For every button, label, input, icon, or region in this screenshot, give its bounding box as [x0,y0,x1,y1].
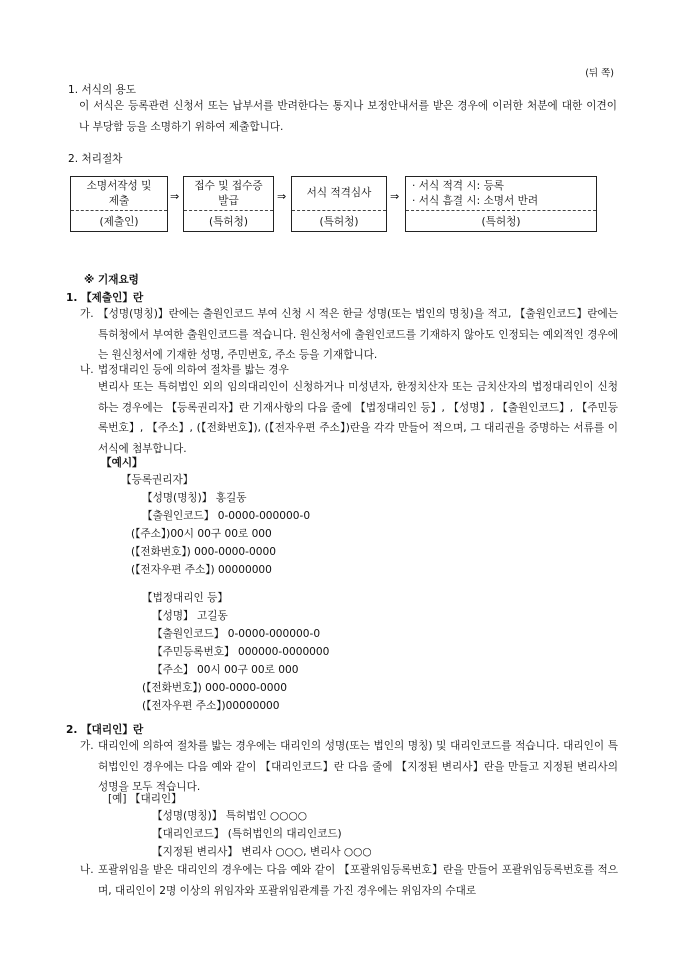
ex3-line: 【대리인코드】 (특허법인의 대리인코드) [152,828,342,840]
flow-step-4-line2: · 서식 흠결 시: 소명서 반려 [412,194,539,207]
section-1-title: 1. 서식의 용도 [68,84,137,96]
example-label: 【예시】 [101,457,143,469]
ex1-line: (【주소】)00시 00구 00로 000 [131,528,272,540]
flow-step-4-actor: (특허청) [481,216,521,228]
flow-step-4-line1: · 서식 적격 시: 등록 [412,179,505,192]
flow-step-4 [405,176,597,232]
flow-step-1-actor: (제출인) [99,216,139,228]
ex1-line: 【성명(명칭)】 홍길동 [142,492,247,504]
example-label: [예] 【대리인】 [108,793,182,805]
guide-1b-head: 법정대리인 등에 의하여 절차를 밟는 경우 [98,364,289,376]
flow-divider [184,210,273,211]
guide-1a-text: 【성명(명칭)】란에는 출원인코드 부여 신청 시 적은 한글 성명(또는 법인의 명칭)을 적고, 【출원인코드】란에는 특허청에서 부여한 출원인코드를 적습니다. 원신청서에 출원인코드를 기재하지 않아도 인정되는 예외적인 경우에는 원신청서에 기재한 성명, 주민번호, 주소 등을 기재합니다. [98,308,618,361]
ex1-line: 【등록권리자】 [121,474,194,486]
ex1-line: (【전자우편 주소】) 00000000 [131,564,272,576]
ex2-line: (【전화번호】) 000-0000-0000 [142,682,287,694]
flow-step-3-actor: (특허청) [319,216,359,228]
flow-divider [406,210,596,211]
guide-1b-text: 변리사 또는 특허법인 외의 임의대리인이 신청하거나 미성년자, 한정치산자 또는 금치산자의 법정대리인이 신청하는 경우에는 【등록권리자】란 기재사항의 다음 줄에 【법정대리인 등】, 【성명】, 【출원인코드】, 【주민등록번호】, 【주소】, (【전화번호】), (【전자우편 주소】)란을 각각 만들어 적으며, 그 대리권을 증명하는 서류를 이 서식에 첨부합니다. [98,381,618,455]
ex2-line: 【법정대리인 등】 [142,592,228,604]
flow-step-2 [183,176,274,232]
ex1-line: (【전화번호】) 000-0000-0000 [131,546,276,558]
flow-arrow-icon: ⇒ [390,190,400,203]
guide-2a-text: 대리인에 의하여 절차를 밟는 경우에는 대리인의 성명(또는 법인의 명칭) 및 대리인코드를 적습니다. 대리인이 특허법인인 경우에는 다음 예와 같이 【대리인코드】란 다음 줄에 【지정된 변리사】란을 만들고 지정된 변리사의 성명을 모두 적습니다. [98,740,618,793]
section-1-text: 이 서식은 등록관련 신청서 또는 납부서를 반려한다는 통지나 보정안내서를 받은 경우에 이러한 처분에 대한 이견이나 부당함 등을 소명하기 위하여 제출합니다. [79,100,617,133]
ex2-line: 【주민등록번호】 000000-0000000 [152,646,330,658]
ex1-line: 【출원인코드】 0-0000-000000-0 [142,510,311,522]
ex2-line: 【주소】 00시 00구 00로 000 [152,664,299,676]
flow-step-2-line1: 접수 및 접수증 [194,179,263,192]
flow-divider [292,210,386,211]
flow-arrow-icon: ⇒ [277,190,287,203]
flow-arrow-icon: ⇒ [170,190,180,203]
guide-title: ※ 기재요령 [84,274,139,286]
guide-1b-label: 나. [80,364,94,376]
guide-1a-label: 가. [80,308,94,320]
flow-step-3 [291,176,387,232]
ex2-line: 【성명】 고길동 [152,610,228,622]
guide-2b-label: 나. [80,864,94,876]
flow-step-2-actor: (특허청) [209,216,248,228]
guide-2a-label: 가. [80,740,94,752]
section-2-title: 2. 처리절차 [68,153,123,165]
guide-2b-text: 포괄위임을 받은 대리인의 경우에는 다음 예와 같이 【포괄위임등록번호】란을 만들어 포괄위임등록번호를 적으며, 대리인이 2명 이상의 위임자와 포괄위임관계를 가진 경우에는 위임자의 수대로 [98,864,618,897]
ex2-line: 【출원인코드】 0-0000-000000-0 [152,628,321,640]
ex3-line: 【지정된 변리사】 변리사 ○○○, 변리사 ○○○ [152,846,372,858]
flow-step-1 [70,176,168,232]
flow-step-2-line2: 발급 [218,194,239,207]
flow-divider [71,210,167,211]
flow-step-1-line1: 소명서작성 및 [86,179,152,192]
ex3-line: 【성명(명칭)】 특허법인 ○○○○ [152,810,308,822]
page-side-note: (뒤 쪽) [585,68,614,79]
guide-1-title: 1. 【제출인】란 [66,292,144,304]
guide-2-title: 2. 【대리인】란 [66,724,144,736]
ex2-line: (【전자우편 주소】)00000000 [142,700,280,712]
flow-step-3-line1: 서식 적격심사 [306,187,372,199]
flow-step-1-line2: 제출 [108,194,130,207]
